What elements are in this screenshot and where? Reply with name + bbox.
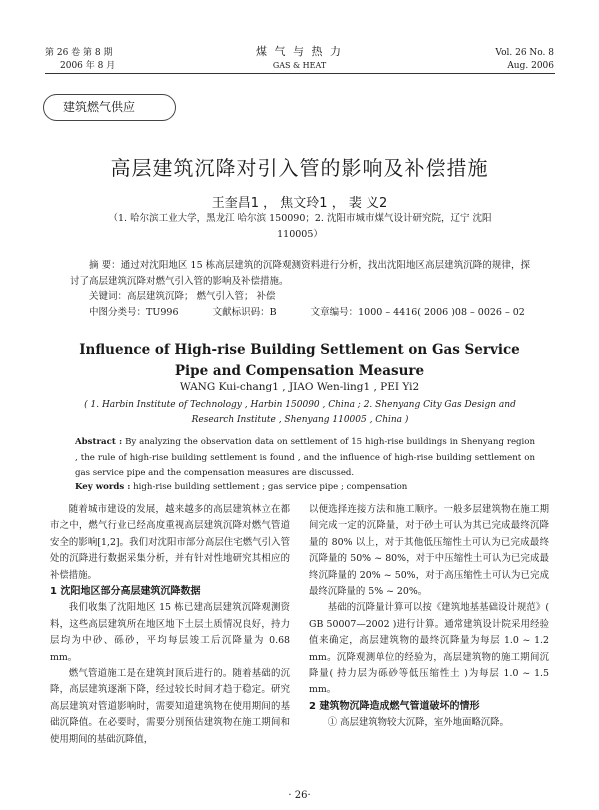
journal-name-cn: 煤 气 与 热 力 (256, 45, 343, 58)
doc-code: B (269, 306, 277, 318)
abstract-cn-label: 摘 要： (89, 260, 121, 271)
keywords-cn-label: 关键词： (89, 291, 128, 302)
paper-title-en-line2: Pipe and Compensation Measure (174, 363, 425, 379)
affiliation-cn: （1. 哈尔滨工业大学，黑龙江 哈尔滨 150090；2. 沈阳市城市煤气设计研究院，辽宁 沈阳 110005） (108, 213, 492, 240)
class-label: 中图分类号： (89, 306, 147, 318)
journal-date: 2006 年 8 月 (60, 61, 116, 71)
page-number: · 26· (288, 790, 311, 801)
header-rule (45, 73, 555, 74)
keywords-en-row (75, 480, 535, 495)
section-heading-1: 1 沈阳地区部分高层建筑沉降数据 (50, 586, 201, 598)
abstract-en-text: By analyzing the observation data on settlement of 15 high-rise buildings in Shenyang region , the rule of high-rise building settlement is found , and the influence of high-rise building settlement on gas service pipe and the compensation measures are discussed. (75, 437, 536, 478)
journal-volume-en: Vol. 26 No. 8 (495, 48, 554, 58)
doc-code-label: 文献标识码： (212, 306, 270, 318)
paper-title-cn: 高层建筑沉降对引入管的影响及补偿措施 (110, 156, 489, 180)
affiliation-en (80, 398, 520, 428)
abstract-en (75, 435, 535, 482)
abstract-cn-text: 通过对沈阳地区 15 栋高层建筑的沉降观测资料进行分析，找出沈阳地区高层建筑沉降的规律，探讨了高层建筑沉降对燃气引入管的影响及补偿措施。 (70, 260, 530, 287)
journal-name-en: GAS & HEAT (272, 61, 327, 70)
article-number: 1000 – 4416( 2006 )08 – 0026 – 02 (358, 306, 525, 318)
keywords-en-label: Key words : (75, 482, 131, 492)
paper-title-en (0, 340, 599, 382)
abstract-cn (70, 258, 530, 320)
keywords-cn: 高层建筑沉降； 燃气引入管； 补偿 (127, 291, 276, 302)
classification-row (70, 305, 530, 321)
authors-cn: 王奎昌1 ， 焦文玲1 ， 裴 义2 (211, 196, 388, 211)
keywords-cn-row (70, 289, 530, 305)
keywords-en: high-rise building settlement ; gas service pipe ; compensation (133, 482, 408, 492)
paragraph: ① 高层建筑物较大沉降，室外地面略沉降。 (327, 717, 509, 729)
section-tag: 建筑燃气供应 (43, 94, 176, 121)
affiliation-en-line1: ( 1. Harbin Institute of Technology , Harbin 150090 , China ; 2. Shenyang City Gas Design and (84, 400, 516, 410)
body-left-column (50, 502, 290, 748)
journal-date-en: Aug. 2006 (507, 61, 554, 71)
article-number-label: 文章编号： (310, 306, 359, 318)
paragraph: 以便选择连接方法和施工顺序。一般多层建筑物在施工期间完成一定的沉降量，对于砂土可认为其已完成最终沉降量的 80% 以上，对于其他低压缩性土可认为已完成最终沉降量的 50% ~ 80%，对于中压缩性土可认为已完成最终沉降量的 20% ~ 50%，对于高压缩性土可认为已完成最终沉降量的 5% ~ 20%。 (309, 504, 549, 598)
authors-en: WANG Kui-chang1 , JIAO Wen-ling1 , PEI Yi2 (179, 381, 420, 393)
journal-volume: 第 26 卷 第 8 期 (45, 48, 113, 58)
affiliation-en-line2: Research Institute , Shenyang 110005 , China ) (191, 415, 409, 425)
body-right-column (309, 502, 549, 732)
paragraph: 随着城市建设的发展，越来越多的高层建筑林立在都市之中，燃气行业已经高度重视高层建筑沉降对燃气管道安全的影响[1,2]。我们对沈阳市部分高层住宅燃气引入管处的沉降进行数据采集分析，并有针对性地研究其相应的补偿措施。 (50, 504, 290, 581)
abstract-en-label: Abstract : (75, 437, 123, 447)
paragraph: 基础的沉降量计算可以按《建筑地基基础设计规范》( GB 50007—2002 )进行计算。通常建筑设计院采用经验值来确定，高层建筑物的最终沉降量为每层 1.0 ~ 1.2 mm。沉降观测单位的经验为，高层建筑物的施工期间沉降量( 持力层为砾砂等低压缩性土 )为每层 1.0 ~ 1.5 mm。 (309, 602, 549, 696)
paragraph: 我们收集了沈阳地区 15 栋已建高层建筑沉降观测资料，这些高层建筑所在地区地下土层土质情况良好，持力层均为中砂、砾砂，平均每层竣工后沉降量为 0.68 mm。 (50, 602, 290, 663)
section-heading-2: 2 建筑物沉降造成燃气管道破坏的情形 (309, 700, 480, 712)
class-number: TU996 (146, 306, 179, 318)
paragraph: 燃气管道施工是在建筑封顶后进行的。随着基础的沉降，高层建筑逐渐下降，经过较长时间才趋于稳定。研究高层建筑对管道影响时，需要知道建筑物在使用期间的基础沉降值。在必要时，需要分别预估建筑物在施工期间和使用期间的基础沉降值， (50, 668, 290, 745)
abstract-cn-body (70, 258, 530, 289)
paper-title-en-line1: Influence of High-rise Building Settlement on Gas Service (79, 342, 520, 358)
